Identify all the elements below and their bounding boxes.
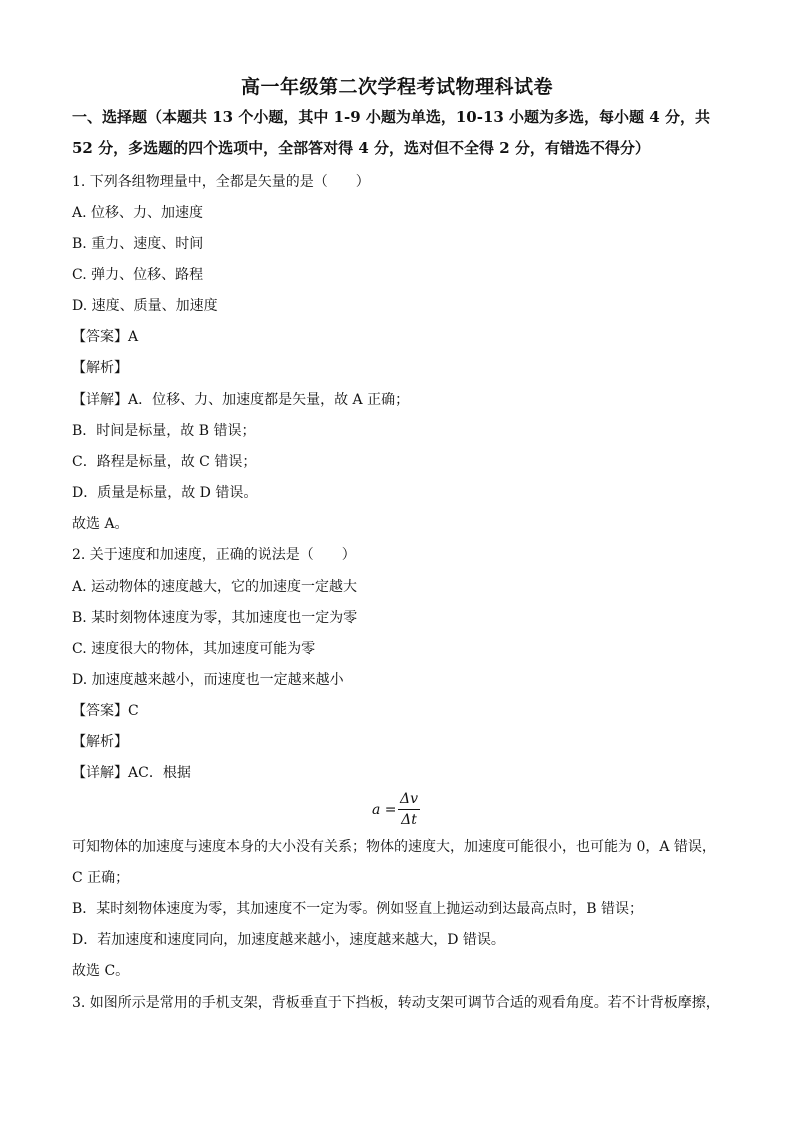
- q1-detail-1: 【详解】A．位移、力、加速度都是矢量，故 A 正确；: [72, 392, 410, 408]
- q2-detail-4: D．若加速度和速度同向，加速度越来越小，速度越来越大，D 错误。: [72, 932, 505, 948]
- acceleration-formula: [372, 790, 432, 834]
- q2-answer: 【答案】C: [72, 703, 139, 719]
- q1-option-a: A. 位移、力、加速度: [72, 205, 204, 221]
- q2-detail-1: 可知物体的加速度与速度本身的大小没有关系；物体的速度大，加速度可能很小，也可能为 0，A 错误，: [72, 839, 716, 855]
- formula-lhs: a =: [372, 802, 397, 818]
- q2-option-a: A. 运动物体的速度越大，它的加速度一定越大: [72, 579, 358, 595]
- q2-analysis: 【解析】: [72, 734, 128, 750]
- page-title: 高一年级第二次学程考试物理科试卷: [240, 76, 553, 98]
- section-heading-line2: 52 分，多选题的四个选项中，全部答对得 4 分，选对但不全得 2 分，有错选不得分）: [72, 139, 650, 157]
- q2-option-b: B. 某时刻物体速度为零，其加速度也一定为零: [72, 610, 358, 626]
- q2-detail-intro: 【详解】AC．根据: [72, 765, 191, 781]
- q1-conclusion: 故选 A。: [72, 516, 129, 532]
- section-heading-line1: 一、选择题（本题共 13 个小题，其中 1-9 小题为单选，10-13 小题为多选，每小题 4 分，共: [72, 108, 710, 126]
- q2-detail-3: B．某时刻物体速度为零，其加速度不一定为零。例如竖直上抛运动到达最高点时，B 错误；: [72, 901, 644, 917]
- q2-stem: 2. 关于速度和加速度，正确的说法是（ ）: [72, 547, 356, 563]
- q1-detail-3: C．路程是标量，故 C 错误；: [72, 454, 257, 470]
- formula-denominator: Δt: [401, 812, 417, 828]
- q1-answer: 【答案】A: [72, 329, 139, 345]
- q3-stem: 3. 如图所示是常用的手机支架，背板垂直于下挡板，转动支架可调节合适的观看角度。若不计背板摩擦，: [72, 995, 720, 1011]
- q2-detail-2: C 正确；: [72, 870, 130, 886]
- q1-detail-2: B．时间是标量，故 B 错误；: [72, 423, 256, 439]
- formula-numerator: Δv: [399, 791, 419, 807]
- q1-option-d: D. 速度、质量、加速度: [72, 298, 218, 314]
- q1-analysis: 【解析】: [72, 360, 128, 376]
- q1-option-c: C. 弹力、位移、路程: [72, 267, 204, 283]
- q2-option-d: D. 加速度越来越小，而速度也一定越来越小: [72, 672, 344, 688]
- q2-option-c: C. 速度很大的物体，其加速度可能为零: [72, 641, 316, 657]
- q1-detail-4: D．质量是标量，故 D 错误。: [72, 485, 258, 501]
- q2-conclusion: 故选 C。: [72, 963, 130, 979]
- q1-option-b: B. 重力、速度、时间: [72, 236, 204, 252]
- fraction-bar: [398, 809, 420, 810]
- q1-stem: 1. 下列各组物理量中，全都是矢量的是（ ）: [72, 174, 370, 190]
- formula-fraction: [398, 790, 420, 829]
